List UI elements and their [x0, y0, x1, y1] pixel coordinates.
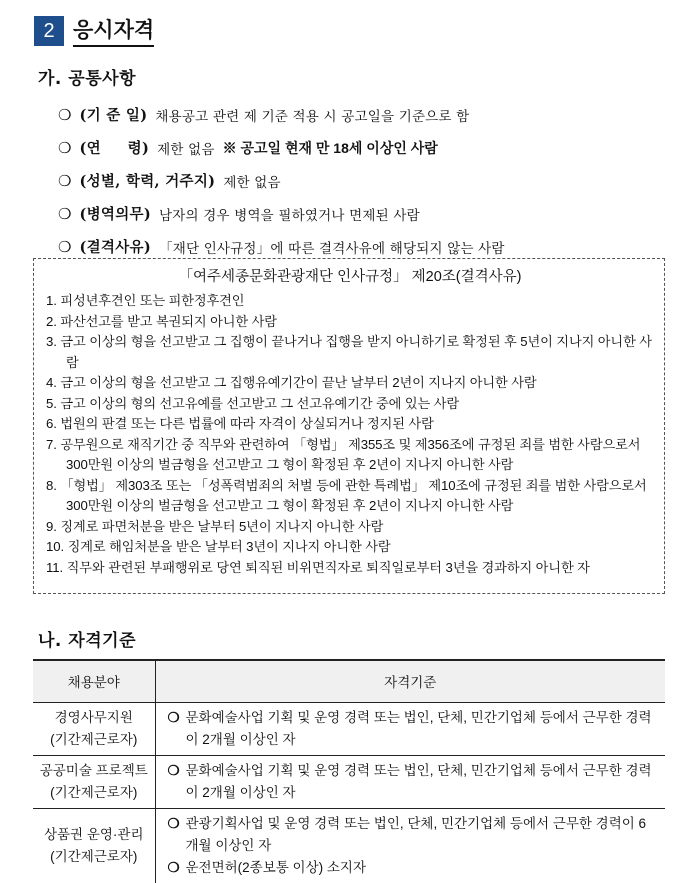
disqualification-rules-box	[33, 258, 665, 594]
bullet-circle-icon: ❍	[58, 171, 72, 190]
common-heading: 가. 공통사항	[38, 69, 136, 89]
field-cell: 공공미술 프로젝트 (기간제근로자)	[33, 755, 155, 808]
item-term: (병역의무)	[79, 206, 152, 223]
table-row	[33, 755, 665, 808]
qualifications-heading: 나. 자격기준	[38, 631, 136, 651]
criteria-item: ❍ 관광기획사업 및 운영 경력 또는 법인, 단체, 민간기업체 등에서 근무한 경력이 6개월 이상인 자	[168, 813, 658, 857]
section-number: 2	[34, 16, 64, 46]
rule-item: 2. 파산선고를 받고 복권되지 아니한 사람	[46, 313, 277, 329]
rule-item: 4. 금고 이상의 형을 선고받고 그 집행유예기간이 끝난 날부터 2년이 지나지 아니한 사람	[46, 375, 537, 390]
table-row	[33, 808, 665, 883]
section-title: 응시자격	[73, 15, 154, 47]
item-text: 채용공고 관련 제 기준 적용 시 공고일을 기준으로 함	[155, 108, 470, 125]
criteria-item: ❍ 운전면허(2종보통 이상) 소지자	[168, 857, 658, 879]
rule-item: 7. 공무원으로 재직기간 중 직무와 관련하여 「형법」 제355조 및 제356조에 규정된 죄를 범한 사람으로서 300만원 이상의 벌금형을 선고받고 그 형이 확정된 후 2년이 지나지 아니한 사람	[46, 436, 641, 472]
rule-item: 8. 「형법」 제303조 또는 「성폭력범죄의 처벌 등에 관한 특례법」 제10조에 규정된 죄를 범한 사람으로서 300만원 이상의 벌금형을 선고받고 그 형이 확정된 후 2년이 지나지 아니한 사람	[46, 477, 647, 513]
column-header-field: 채용분야	[33, 660, 155, 702]
common-item-base-date	[58, 98, 658, 131]
rule-item: 3. 금고 이상의 형을 선고받고 그 집행이 끝나거나 집행을 받지 아니하기로 확정된 후 5년이 지나지 아니한 사람	[46, 334, 652, 370]
item-text: 제한 없음	[223, 174, 281, 191]
common-item-gender-education	[58, 164, 658, 197]
field-cell: 상품권 운영·관리 (기간제근로자)	[33, 808, 155, 883]
common-item-military	[58, 197, 658, 230]
table-header-row	[33, 660, 665, 702]
rule-item: 9. 징계로 파면처분을 받은 날부터 5년이 지나지 아니한 사람	[46, 518, 384, 534]
rule-item: 1. 피성년후견인 또는 피한정후견인	[46, 293, 245, 308]
table-row	[33, 702, 665, 755]
bullet-circle-icon: ❍	[58, 138, 72, 157]
item-text: 제한 없음	[157, 141, 215, 158]
common-list	[58, 98, 658, 263]
age-note: ※ 공고일 현재 만 18세 이상인 사람	[222, 139, 438, 156]
criteria-cell	[155, 702, 665, 755]
bullet-circle-icon: ❍	[167, 815, 180, 831]
criteria-item: ❍ 문화예술사업 기획 및 운영 경력 또는 법인, 단체, 민간기업체 등에서 근무한 경력이 2개월 이상인 자	[168, 707, 658, 751]
criteria-cell	[155, 755, 665, 808]
bullet-circle-icon: ❍	[58, 105, 72, 124]
rule-item: 6. 법원의 판결 또는 다른 법률에 따라 자격이 상실되거나 정지된 사람	[46, 416, 434, 431]
item-text: 「재단 인사규정」에 따른 결격사유에 해당되지 않는 사람	[159, 240, 505, 257]
bullet-circle-icon: ❍	[167, 709, 180, 725]
section-header	[34, 14, 154, 48]
bullet-circle-icon: ❍	[167, 762, 180, 778]
bullet-circle-icon: ❍	[58, 237, 72, 256]
item-term: (결격사유)	[79, 239, 152, 256]
rule-item: 11. 직무와 관련된 부패행위로 당연 퇴직된 비위면직자로 퇴직일로부터 3년을 경과하지 아니한 자	[46, 559, 590, 575]
column-header-criteria: 자격기준	[155, 660, 665, 702]
item-term: (성별, 학력, 거주지)	[79, 173, 216, 190]
item-term: (연 령)	[79, 140, 150, 157]
rule-item: 10. 징계로 해임처분을 받은 날부터 3년이 지나지 아니한 사람	[46, 539, 391, 554]
common-item-age	[58, 131, 658, 164]
field-cell: 경영사무지원 (기간제근로자)	[33, 702, 155, 755]
criteria-item: ❍ 문화예술사업 기획 및 운영 경력 또는 법인, 단체, 민간기업체 등에서 근무한 경력이 2개월 이상인 자	[168, 760, 658, 804]
criteria-cell	[155, 808, 665, 883]
item-term: (기 준 일)	[79, 107, 148, 124]
bullet-circle-icon: ❍	[167, 859, 180, 875]
item-text: 남자의 경우 병역을 필하였거나 면제된 사람	[159, 207, 420, 224]
rules-title: 「여주세종문화관광재단 인사규정」 제20조(결격사유)	[178, 269, 522, 285]
bullet-circle-icon: ❍	[58, 204, 72, 223]
rule-item: 5. 금고 이상의 형의 선고유예를 선고받고 그 선고유예기간 중에 있는 사람	[46, 395, 459, 411]
qualifications-table	[33, 659, 665, 883]
